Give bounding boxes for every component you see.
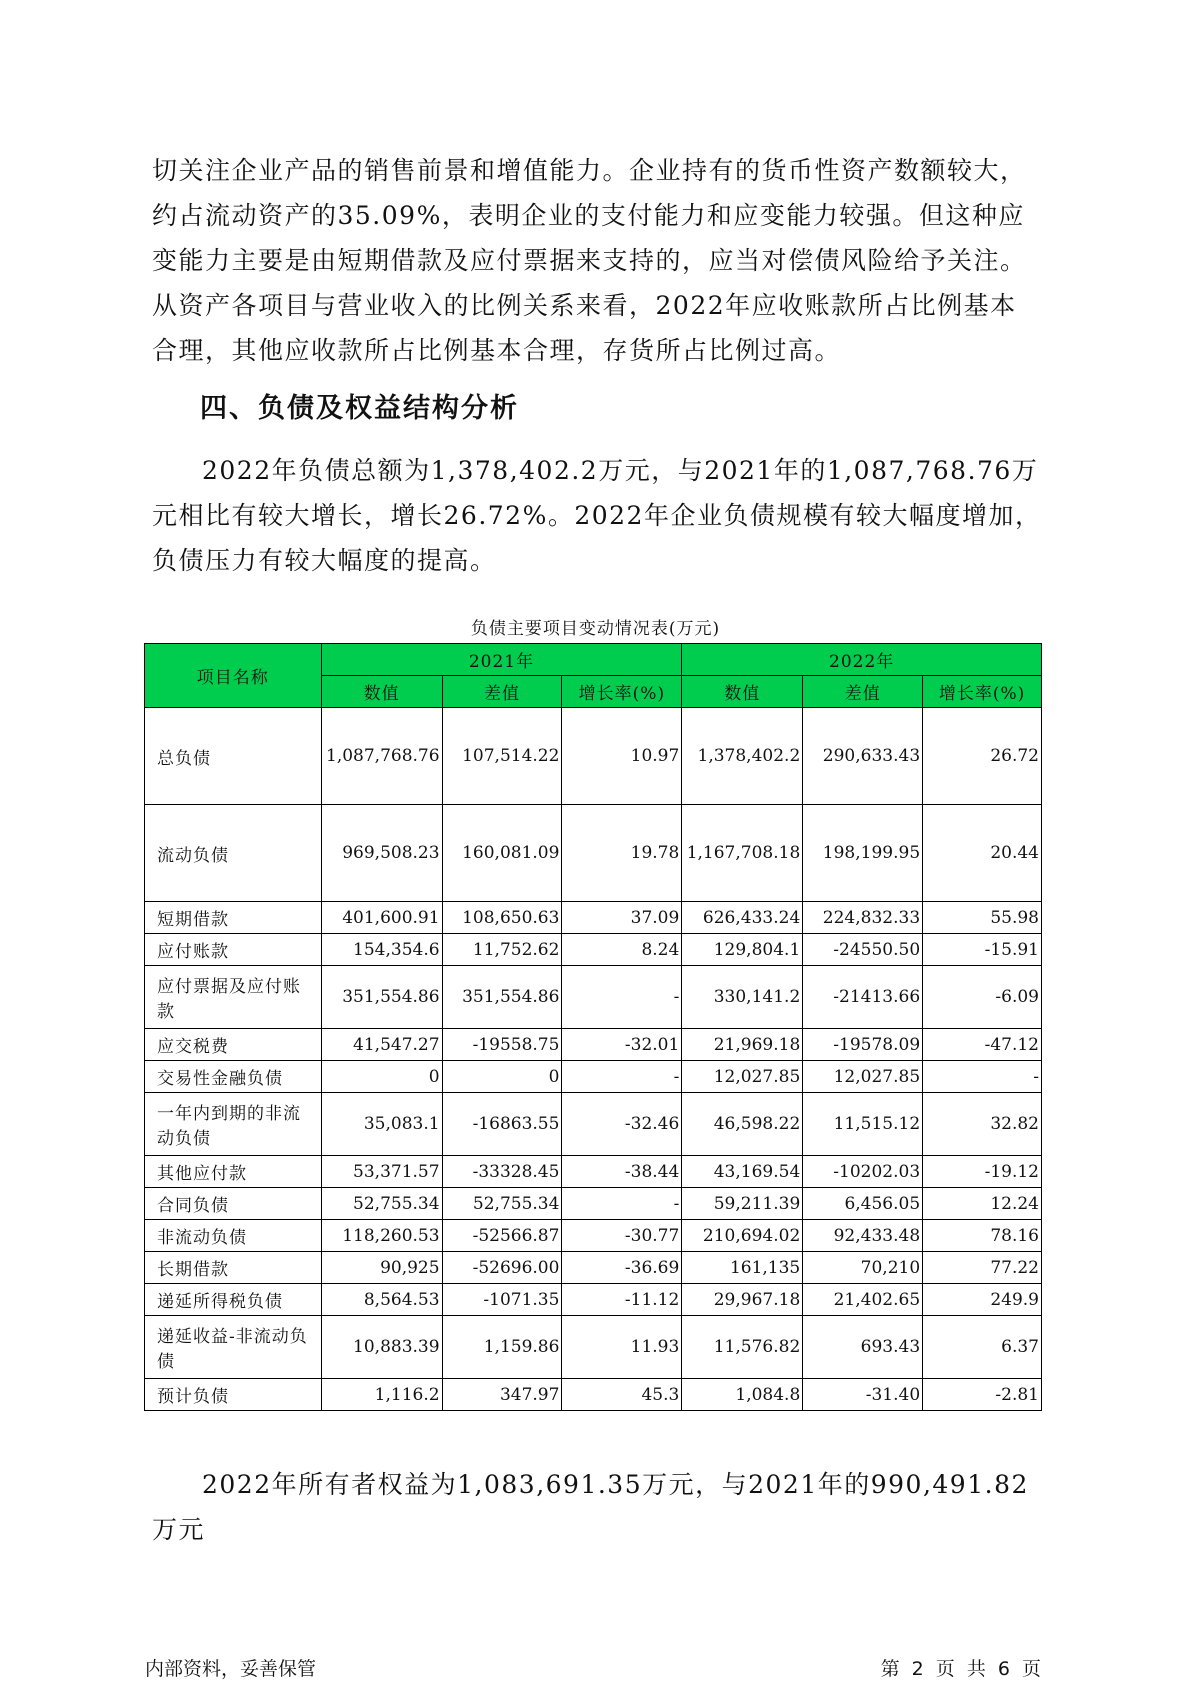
cell-diff-2022: 6,456.05	[803, 1188, 923, 1220]
cell-diff-2022: 198,199.95	[803, 805, 923, 902]
cell-rate-2021: 10.97	[562, 708, 682, 805]
row-name: 短期借款	[145, 902, 322, 934]
row-name: 总负债	[145, 708, 322, 805]
cell-rate-2021: 37.09	[562, 902, 682, 934]
cell-value-2021: 52,755.34	[321, 1188, 442, 1220]
cell-diff-2022: -31.40	[803, 1379, 923, 1411]
header-item-name: 项目名称	[145, 644, 322, 708]
cell-value-2022: 161,135	[682, 1252, 803, 1284]
cell-value-2021: 1,116.2	[321, 1379, 442, 1411]
cell-rate-2022: -15.91	[923, 934, 1042, 966]
header-value: 数值	[321, 676, 442, 708]
cell-value-2022: 1,167,708.18	[682, 805, 803, 902]
cell-value-2021: 53,371.57	[321, 1156, 442, 1188]
cell-value-2021: 969,508.23	[321, 805, 442, 902]
cell-value-2022: 46,598.22	[682, 1093, 803, 1156]
table-row	[145, 1061, 1042, 1093]
cell-value-2021: 401,600.91	[321, 902, 442, 934]
cell-diff-2022: 224,832.33	[803, 902, 923, 934]
cell-rate-2021: -38.44	[562, 1156, 682, 1188]
cell-value-2022: 12,027.85	[682, 1061, 803, 1093]
cell-diff-2022: 693.43	[803, 1316, 923, 1379]
row-name: 预计负债	[145, 1379, 322, 1411]
cell-rate-2022: 32.82	[923, 1093, 1042, 1156]
header-value: 数值	[682, 676, 803, 708]
cell-diff-2022: 21,402.65	[803, 1284, 923, 1316]
row-name: 其他应付款	[145, 1156, 322, 1188]
cell-diff-2021: -16863.55	[442, 1093, 562, 1156]
cell-rate-2022: 77.22	[923, 1252, 1042, 1284]
cell-diff-2021: -52696.00	[442, 1252, 562, 1284]
cell-rate-2022: -	[923, 1061, 1042, 1093]
cell-rate-2021: -36.69	[562, 1252, 682, 1284]
cell-rate-2022: 78.16	[923, 1220, 1042, 1252]
table-caption: 负债主要项目变动情况表(万元)	[470, 619, 721, 639]
cell-rate-2021: 45.3	[562, 1379, 682, 1411]
cell-diff-2021: 1,159.86	[442, 1316, 562, 1379]
cell-rate-2022: 55.98	[923, 902, 1042, 934]
cell-value-2022: 21,969.18	[682, 1029, 803, 1061]
cell-value-2022: 43,169.54	[682, 1156, 803, 1188]
cell-rate-2021: -32.46	[562, 1093, 682, 1156]
table-row	[145, 1220, 1042, 1252]
cell-value-2022: 330,141.2	[682, 966, 803, 1029]
cell-diff-2022: 70,210	[803, 1252, 923, 1284]
table-row	[145, 1284, 1042, 1316]
row-name: 递延所得税负债	[145, 1284, 322, 1316]
body-paragraph: 切关注企业产品的销售前景和增值能力。企业持有的货币性资产数额较大，约占流动资产的35.09%，表明企业的支付能力和应变能力较强。但这种应变能力主要是由短期借款及应付票据来支持的，应当对偿债风险给予关注。从资产各项目与营业收入的比例关系来看，2022年应收账款所占比例基本合理，其他应收款所占比例基本合理，存货所占比例过高。	[152, 156, 1027, 365]
cell-value-2021: 90,925	[321, 1252, 442, 1284]
cell-diff-2022: 290,633.43	[803, 708, 923, 805]
cell-rate-2021: -32.01	[562, 1029, 682, 1061]
cell-diff-2021: 0	[442, 1061, 562, 1093]
section-heading: 四、负债及权益结构分析	[200, 393, 519, 424]
body-paragraph: 2022年所有者权益为1,083,691.35万元，与2021年的990,491.82万元	[152, 1470, 1029, 1544]
table-row	[145, 966, 1042, 1029]
cell-rate-2022: -6.09	[923, 966, 1042, 1029]
footer-confidential-note: 内部资料，妥善保管	[145, 1658, 317, 1680]
cell-diff-2021: 107,514.22	[442, 708, 562, 805]
table-row	[145, 1093, 1042, 1156]
cell-rate-2021: 11.93	[562, 1316, 682, 1379]
cell-rate-2021: -30.77	[562, 1220, 682, 1252]
table-row	[145, 902, 1042, 934]
row-name: 交易性金融负债	[145, 1061, 322, 1093]
cell-diff-2022: -21413.66	[803, 966, 923, 1029]
body-paragraph: 2022年负债总额为1,378,402.2万元，与2021年的1,087,768.76万元相比有较大增长，增长26.72%。2022年企业负债规模有较大幅度增加，负债压力有较大幅度的提高。	[152, 456, 1042, 575]
cell-diff-2021: -33328.45	[442, 1156, 562, 1188]
cell-diff-2021: 160,081.09	[442, 805, 562, 902]
header-diff: 差值	[803, 676, 923, 708]
table-row	[145, 805, 1042, 902]
cell-rate-2021: 8.24	[562, 934, 682, 966]
cell-value-2022: 626,433.24	[682, 902, 803, 934]
table-row	[145, 1379, 1042, 1411]
row-name: 非流动负债	[145, 1220, 322, 1252]
cell-diff-2021: -1071.35	[442, 1284, 562, 1316]
row-name: 流动负债	[145, 805, 322, 902]
header-year-2022: 2022年	[682, 644, 1042, 676]
cell-value-2022: 11,576.82	[682, 1316, 803, 1379]
cell-value-2022: 59,211.39	[682, 1188, 803, 1220]
cell-diff-2021: 347.97	[442, 1379, 562, 1411]
row-name: 应付账款	[145, 934, 322, 966]
cell-value-2021: 154,354.6	[321, 934, 442, 966]
cell-value-2022: 29,967.18	[682, 1284, 803, 1316]
cell-value-2022: 1,084.8	[682, 1379, 803, 1411]
cell-diff-2022: 11,515.12	[803, 1093, 923, 1156]
header-rate: 增长率(%)	[562, 676, 682, 708]
cell-value-2021: 118,260.53	[321, 1220, 442, 1252]
footer-page-number: 第 2 页 共 6 页	[880, 1658, 1041, 1680]
cell-diff-2022: 92,433.48	[803, 1220, 923, 1252]
cell-value-2021: 1,087,768.76	[321, 708, 442, 805]
cell-diff-2021: 351,554.86	[442, 966, 562, 1029]
cell-value-2021: 41,547.27	[321, 1029, 442, 1061]
cell-value-2022: 210,694.02	[682, 1220, 803, 1252]
cell-rate-2022: 12.24	[923, 1188, 1042, 1220]
table-row	[145, 1156, 1042, 1188]
cell-value-2021: 8,564.53	[321, 1284, 442, 1316]
cell-rate-2022: -2.81	[923, 1379, 1042, 1411]
cell-value-2021: 35,083.1	[321, 1093, 442, 1156]
cell-value-2022: 129,804.1	[682, 934, 803, 966]
cell-value-2021: 0	[321, 1061, 442, 1093]
row-name: 应付票据及应付账款	[145, 966, 322, 1029]
liabilities-table	[144, 643, 1042, 1411]
cell-value-2021: 10,883.39	[321, 1316, 442, 1379]
table-row	[145, 1188, 1042, 1220]
cell-value-2021: 351,554.86	[321, 966, 442, 1029]
cell-rate-2022: 6.37	[923, 1316, 1042, 1379]
cell-rate-2022: 20.44	[923, 805, 1042, 902]
cell-diff-2021: 52,755.34	[442, 1188, 562, 1220]
cell-diff-2022: -24550.50	[803, 934, 923, 966]
table-row	[145, 708, 1042, 805]
cell-rate-2021: -	[562, 1061, 682, 1093]
table-row	[145, 934, 1042, 966]
cell-rate-2022: 249.9	[923, 1284, 1042, 1316]
cell-diff-2022: -10202.03	[803, 1156, 923, 1188]
row-name: 合同负债	[145, 1188, 322, 1220]
cell-diff-2022: 12,027.85	[803, 1061, 923, 1093]
row-name: 长期借款	[145, 1252, 322, 1284]
cell-diff-2021: -19558.75	[442, 1029, 562, 1061]
cell-rate-2022: 26.72	[923, 708, 1042, 805]
table-row	[145, 1316, 1042, 1379]
cell-rate-2022: -19.12	[923, 1156, 1042, 1188]
cell-diff-2021: 11,752.62	[442, 934, 562, 966]
table-row	[145, 1252, 1042, 1284]
cell-rate-2021: 19.78	[562, 805, 682, 902]
cell-rate-2022: -47.12	[923, 1029, 1042, 1061]
cell-rate-2021: -	[562, 966, 682, 1029]
row-name: 递延收益-非流动负债	[145, 1316, 322, 1379]
cell-diff-2022: -19578.09	[803, 1029, 923, 1061]
header-year-2021: 2021年	[321, 644, 682, 676]
cell-value-2022: 1,378,402.2	[682, 708, 803, 805]
header-diff: 差值	[442, 676, 562, 708]
row-name: 一年内到期的非流动负债	[145, 1093, 322, 1156]
cell-diff-2021: -52566.87	[442, 1220, 562, 1252]
table-row	[145, 1029, 1042, 1061]
header-rate: 增长率(%)	[923, 676, 1042, 708]
cell-rate-2021: -	[562, 1188, 682, 1220]
cell-diff-2021: 108,650.63	[442, 902, 562, 934]
cell-rate-2021: -11.12	[562, 1284, 682, 1316]
row-name: 应交税费	[145, 1029, 322, 1061]
